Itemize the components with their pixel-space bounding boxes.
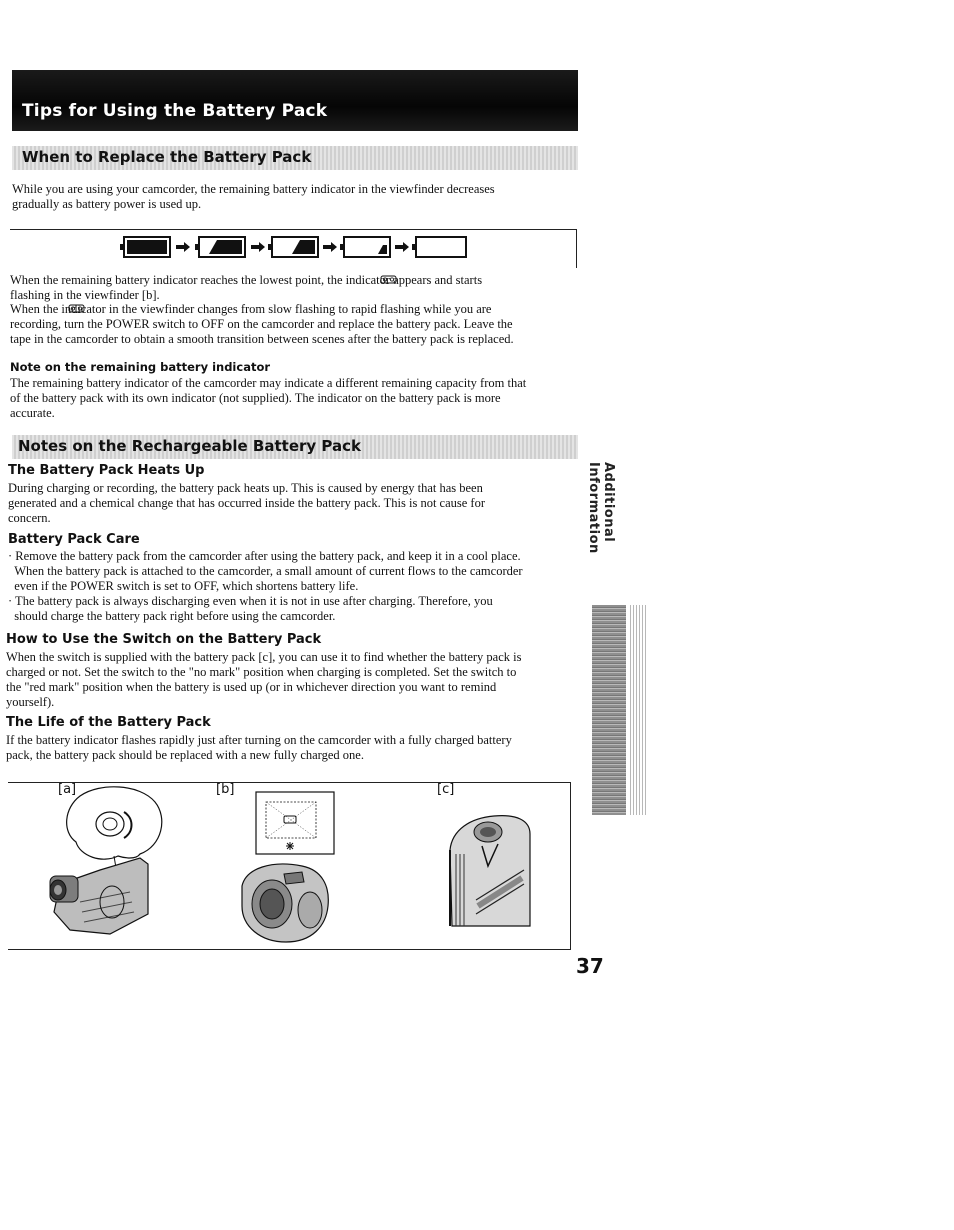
section-heading-replace: When to Replace the Battery Pack	[22, 148, 312, 166]
paragraph-lowest-point	[10, 273, 575, 303]
battery-icon-half	[268, 237, 318, 257]
battery-icon-empty	[412, 237, 466, 257]
paragraph-life	[6, 733, 576, 763]
subheading-care: Battery Pack Care	[8, 532, 140, 547]
battery-indicator-box	[10, 229, 577, 268]
text-line: even if the POWER switch is set to OFF, which shortens battery life.	[8, 579, 359, 593]
battery-icon-quarter	[340, 237, 390, 257]
subheading-switch: How to Use the Switch on the Battery Pack	[6, 632, 322, 647]
text-line: · Remove the battery pack from the camcorder after using the battery pack, and keep it in a cool place.	[8, 549, 521, 563]
text-line: When the switch is supplied with the battery pack [c], you can use it to find whether the battery pack is	[6, 650, 522, 664]
battery-icon-three-quarter	[195, 237, 245, 257]
side-tab-strip	[592, 605, 626, 815]
text-line: When the battery pack is attached to the camcorder, a small amount of current flows to the camcorder	[8, 564, 523, 578]
text-line: pack, the battery pack should be replaced with a new fully charged one.	[6, 748, 364, 762]
text-line: During charging or recording, the battery pack heats up. This is caused by energy that has been	[8, 481, 483, 495]
text-line: When the remaining battery indicator reaches the lowest point, the indicator appears and starts	[10, 273, 483, 287]
figure-label-b: [b]	[216, 782, 235, 797]
paragraph-switch	[6, 650, 576, 710]
battery-indicator-sequence	[10, 230, 576, 268]
note-heading: Note on the remaining battery indicator	[10, 360, 271, 374]
cassette-warning-icon	[380, 275, 398, 285]
text-line: of the battery pack with its own indicator (not supplied). The indicator on the battery pack is more	[10, 391, 501, 405]
figure-c-battery-pack-illustration	[442, 810, 538, 930]
text-line: should charge the battery pack right before using the camcorder.	[8, 609, 336, 623]
side-tab-strip-edge	[628, 605, 648, 815]
paragraph-care	[8, 549, 578, 624]
paragraph-heats-up	[8, 481, 573, 526]
text-line: recording, turn the POWER switch to OFF on the camcorder and replace the battery pack. Leave the	[10, 317, 513, 331]
figure-label-c: [c]	[437, 782, 455, 797]
page-title: Tips for Using the Battery Pack	[22, 101, 328, 121]
subheading-life: The Life of the Battery Pack	[6, 715, 211, 730]
text-line: gradually as battery power is used up.	[12, 197, 202, 211]
side-tab-label: Additional Information	[586, 462, 616, 554]
right-arrow-icon	[176, 242, 190, 252]
figure-b-viewfinder-illustration	[232, 786, 342, 948]
text-line: While you are using your camcorder, the remaining battery indicator in the viewfinder decreases	[12, 182, 495, 196]
text-line: If the battery indicator flashes rapidly just after turning on the camcorder with a fully charged battery	[6, 733, 512, 747]
paragraph-rapid-flashing	[10, 302, 575, 347]
cassette-warning-icon	[68, 304, 86, 314]
text-line: generated and a chemical change that has occurred inside the battery pack. This is not cause for	[8, 496, 486, 510]
section-heading-notes: Notes on the Rechargeable Battery Pack	[18, 437, 361, 455]
intro-paragraph	[12, 182, 572, 212]
text-line: When the indicator in the viewfinder changes from slow flashing to rapid flashing while you are	[10, 302, 492, 316]
right-arrow-icon	[323, 242, 337, 252]
subheading-heats-up: The Battery Pack Heats Up	[8, 463, 205, 478]
figure-label-a: [a]	[58, 782, 77, 797]
page-number: 37	[576, 954, 604, 978]
text-line: concern.	[8, 511, 51, 525]
figure-a-camcorder-illustration	[40, 784, 170, 946]
text-line: accurate.	[10, 406, 55, 420]
text-line: the "red mark" position when the battery is used up (or in whichever direction you want to remind	[6, 680, 497, 694]
text-line: charged or not. Set the switch to the "no mark" position when charging is completed. Set the switch to	[6, 665, 517, 679]
text-line: · The battery pack is always discharging even when it is not in use after charging. Therefore, you	[8, 594, 493, 608]
text-line: tape in the camcorder to obtain a smooth transition between scenes after the battery pack is replaced.	[10, 332, 514, 346]
battery-icon-full	[120, 237, 170, 257]
text-line: yourself).	[6, 695, 55, 709]
text-line: flashing in the viewfinder [b].	[10, 288, 160, 302]
right-arrow-icon	[251, 242, 265, 252]
text-line: The remaining battery indicator of the camcorder may indicate a different remaining capacity from that	[10, 376, 527, 390]
right-arrow-icon	[395, 242, 409, 252]
note-paragraph	[10, 376, 575, 421]
